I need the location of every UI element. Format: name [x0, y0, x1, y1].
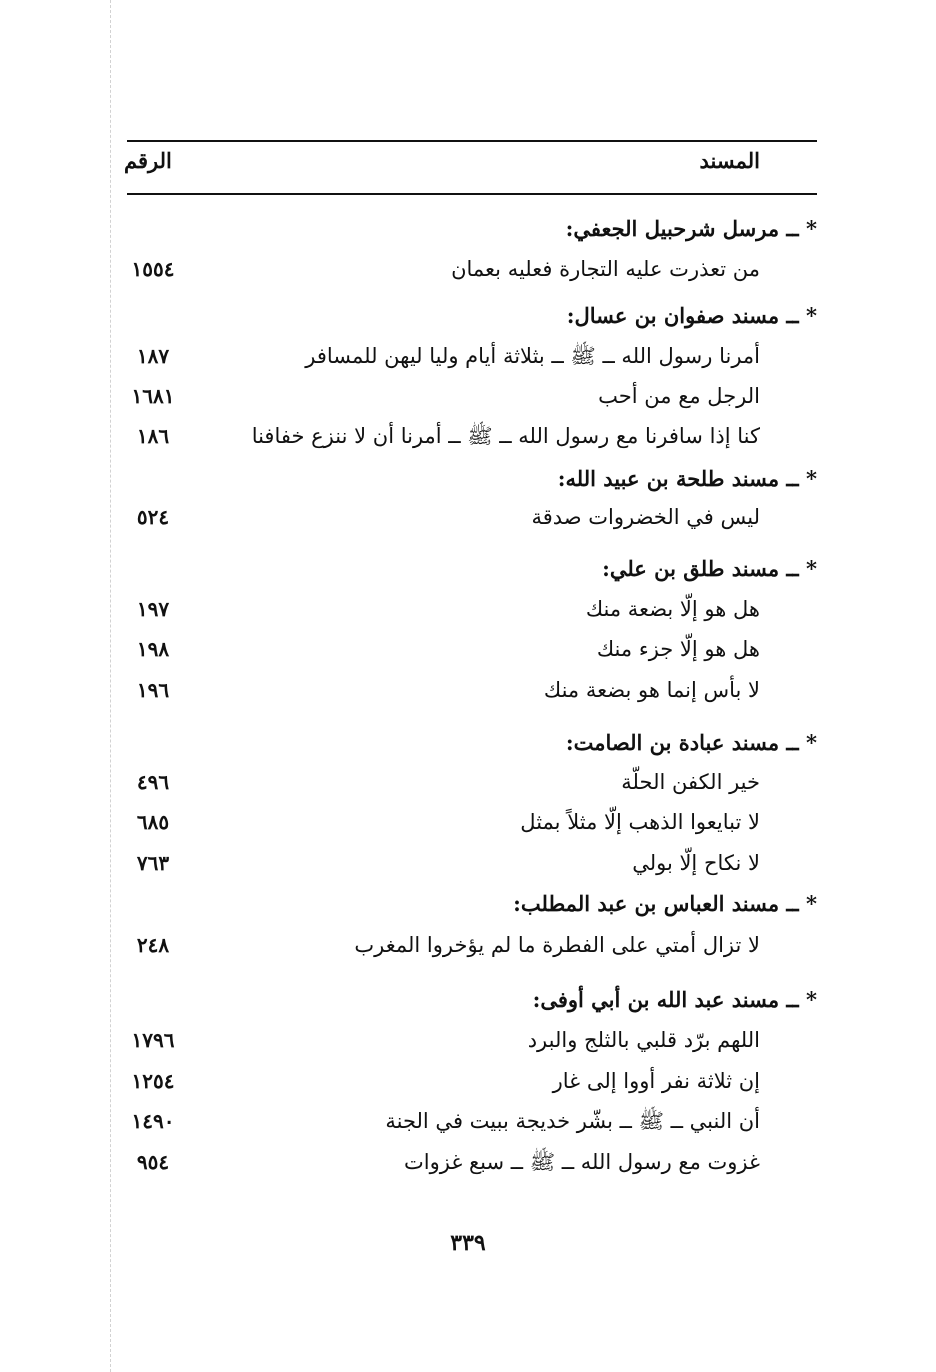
- table-row: [127, 249, 817, 289]
- table-row: [127, 925, 817, 965]
- section-heading-row: [127, 296, 817, 336]
- hadith-number: ١٤٩٠: [131, 1109, 175, 1133]
- table-row: [127, 670, 817, 710]
- hadith-text: إن ثلاثة نفر أووا إلى غار: [552, 1069, 760, 1093]
- table-top-rule: [127, 140, 817, 142]
- hadith-text: هل هو إلّا جزء منك: [596, 637, 760, 661]
- table-row: [127, 416, 817, 456]
- column-header-entry: المسند: [699, 148, 760, 173]
- hadith-number: ١٩٦: [136, 678, 170, 702]
- section-heading: * ــ مسند عبد الله بن أبي أوفى:: [532, 987, 817, 1012]
- section-heading: * ــ مسند عبادة بن الصامت:: [565, 730, 817, 755]
- section-heading-row: [127, 884, 817, 924]
- table-row: [127, 336, 817, 376]
- hadith-text: لا بأس إنما هو بضعة منك: [543, 678, 760, 702]
- hadith-number: ٦٨٥: [136, 810, 170, 834]
- hadith-text: ليس في الخضروات صدقة: [531, 505, 760, 529]
- table-row: [127, 629, 817, 669]
- table-row: [127, 1101, 817, 1141]
- hadith-number: ١٥٥٤: [131, 257, 175, 281]
- section-heading-row: [127, 723, 817, 763]
- hadith-text: من تعذرت عليه التجارة فعليه بعمان: [451, 257, 760, 281]
- hadith-text: هل هو إلّا بضعة منك: [585, 597, 760, 621]
- section-heading-row: [127, 549, 817, 589]
- table-row: [127, 589, 817, 629]
- table-row: [127, 1142, 817, 1182]
- section-heading: * ــ مسند العباس بن عبد المطلب:: [513, 891, 817, 916]
- hadith-number: ٢٤٨: [136, 933, 170, 957]
- section-heading-row: [127, 209, 817, 249]
- table-row: [127, 1020, 817, 1060]
- table-row: [127, 1061, 817, 1101]
- page-number: ٣٣٩: [450, 1230, 486, 1256]
- section-heading: * ــ مسند طلحة بن عبيد الله:: [557, 466, 817, 491]
- section-heading: * ــ مسند طلق بن علي:: [602, 556, 817, 581]
- binding-margin-line: [110, 0, 111, 1372]
- hadith-text: لا نكاح إلّا بولي: [632, 851, 760, 875]
- table-row: [127, 762, 817, 802]
- table-row: [127, 497, 817, 537]
- hadith-number: ٥٢٤: [136, 505, 170, 529]
- hadith-text: أمرنا رسول الله ــ ﷺ ــ بثلاثة أيام وليا ليهن للمسافر: [305, 344, 760, 368]
- column-header-number: الرقم: [124, 148, 172, 173]
- table-row: [127, 802, 817, 842]
- hadith-number: ١٦٨١: [131, 384, 175, 408]
- table-header-rule: [127, 193, 817, 195]
- hadith-number: ٧٦٣: [136, 851, 170, 875]
- hadith-text: أن النبي ــ ﷺ ــ بشّر خديجة ببيت في الجنة: [385, 1109, 760, 1133]
- section-heading: * ــ مسند صفوان بن عسال:: [566, 303, 817, 328]
- hadith-text: الرجل مع من أحب: [598, 384, 760, 408]
- hadith-text: لا تبايعوا الذهب إلّا مثلاً بمثل: [520, 810, 760, 834]
- hadith-text: لا تزال أمتي على الفطرة ما لم يؤخروا المغرب: [354, 933, 760, 957]
- hadith-text: اللهم برّد قلبي بالثلج والبرد: [527, 1028, 760, 1052]
- table-row: [127, 843, 817, 883]
- hadith-number: ١٩٨: [136, 637, 170, 661]
- hadith-text: كنا إذا سافرنا مع رسول الله ــ ﷺ ــ أمرنا أن لا ننزع خفافنا: [251, 424, 760, 448]
- hadith-text: غزوت مع رسول الله ــ ﷺ ــ سبع غزوات: [404, 1150, 760, 1174]
- hadith-number: ١٢٥٤: [131, 1069, 175, 1093]
- hadith-number: ١٧٩٦: [131, 1028, 175, 1052]
- section-heading-row: [127, 459, 817, 499]
- hadith-number: ١٨٧: [136, 344, 170, 368]
- hadith-number: ٤٩٦: [136, 770, 170, 794]
- hadith-number: ١٩٧: [136, 597, 170, 621]
- hadith-number: ٩٥٤: [136, 1150, 170, 1174]
- section-heading-row: [127, 980, 817, 1020]
- hadith-text: خير الكفن الحلّة: [621, 770, 760, 794]
- hadith-number: ١٨٦: [136, 424, 170, 448]
- section-heading: * ــ مرسل شرحبيل الجعفي:: [565, 216, 817, 241]
- table-row: [127, 376, 817, 416]
